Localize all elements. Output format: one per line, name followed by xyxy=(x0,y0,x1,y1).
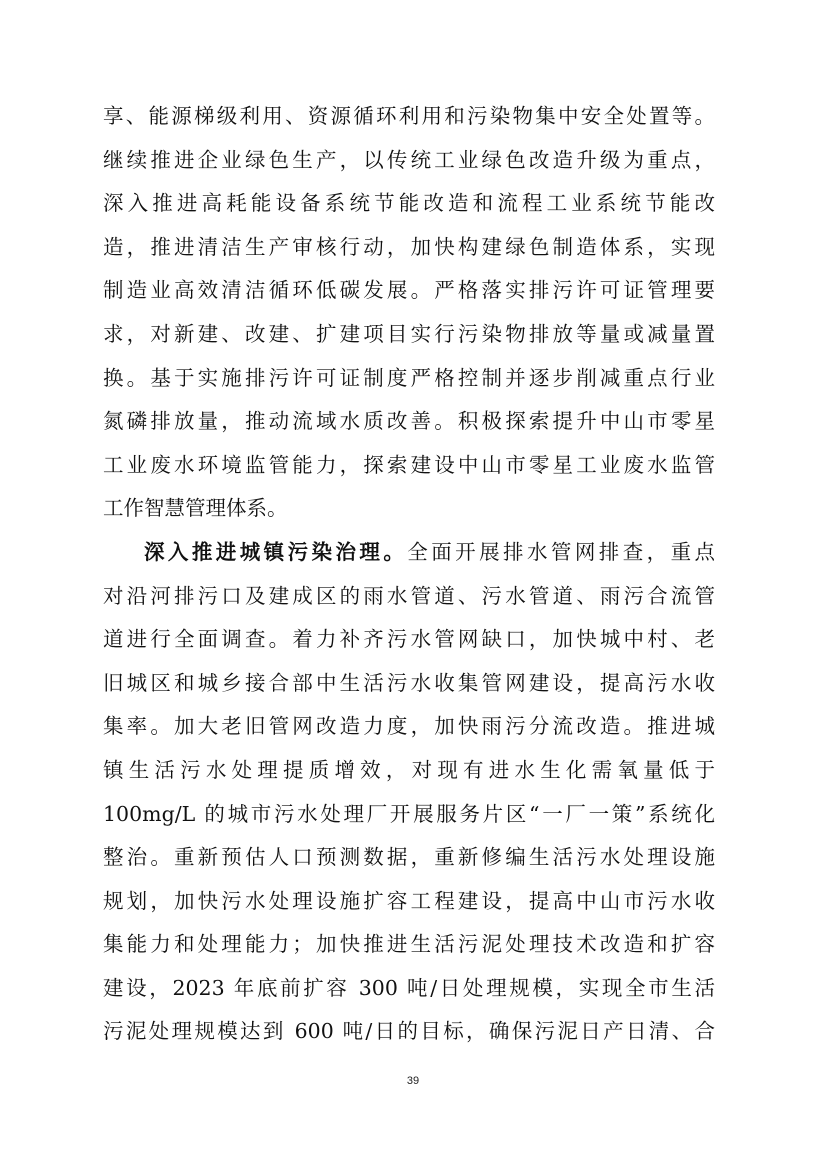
text-line: 污泥处理规模达到 600 吨/日的目标，确保污泥日产日清、合 xyxy=(103,1019,715,1044)
text-line: 制造业高效清洁循环低碳发展。严格落实排污许可证管理要 xyxy=(103,278,715,303)
text-line: 规划，加快污水处理设施扩容工程建设，提高中山市污水收 xyxy=(103,888,715,913)
text-line: 集率。加大老旧管网改造力度，加快雨污分流改造。推进城 xyxy=(103,714,715,739)
text-line: 集能力和处理能力；加快推进生活污泥处理技术改造和扩容 xyxy=(103,932,715,957)
text-line: 享、能源梯级利用、资源循环利用和污染物集中安全处置等。 xyxy=(103,104,715,128)
text-line: 求，对新建、改建、扩建项目实行污染物排放等量或减量置 xyxy=(103,321,715,346)
text-line: 继续推进企业绿色生产，以传统工业绿色改造升级为重点， xyxy=(103,147,715,172)
text-line: 工作智慧管理体系。 xyxy=(103,496,288,521)
paragraph-urban-pollution xyxy=(103,531,715,1054)
text-line: 建设，2023 年底前扩容 300 吨/日处理规模，实现全市生活 xyxy=(103,975,715,1000)
text-line: 对沿河排污口及建成区的雨水管道、污水管道、雨污合流管 xyxy=(103,583,715,608)
paragraph-heading: 深入推进城镇污染治理。 xyxy=(144,539,408,564)
paragraph-industrial xyxy=(103,95,715,531)
text-line: 旧城区和城乡接合部中生活污水收集管网建设，提高污水收 xyxy=(103,670,715,695)
text-line: 氮磷排放量，推动流域水质改善。积极探索提升中山市零星 xyxy=(103,409,715,434)
text-line: 工业废水环境监管能力，探索建设中山市零星工业废水监管 xyxy=(103,452,715,477)
text-line xyxy=(103,531,715,575)
text-line: 造，推进清洁生产审核行动，加快构建绿色制造体系，实现 xyxy=(103,234,715,259)
text-line: 整治。重新预估人口预测数据，重新修编生活污水处理设施 xyxy=(103,845,715,870)
text-line: 道进行全面调查。着力补齐污水管网缺口，加快城中村、老 xyxy=(103,627,715,652)
document-body xyxy=(103,95,715,1054)
text-line: 深入推进高耗能设备系统节能改造和流程工业系统节能改 xyxy=(103,191,715,216)
text-line: 换。基于实施排污许可证制度严格控制并逐步削减重点行业 xyxy=(103,365,715,390)
text-line: 镇生活污水处理提质增效，对现有进水生化需氧量低于 xyxy=(103,757,715,782)
page-number: 39 xyxy=(406,1075,420,1087)
text-line: 100mg/L 的城市污水处理厂开展服务片区“一厂一策”系统化 xyxy=(103,801,715,826)
text-span: 全面开展排水管网排查，重点 xyxy=(407,539,715,564)
